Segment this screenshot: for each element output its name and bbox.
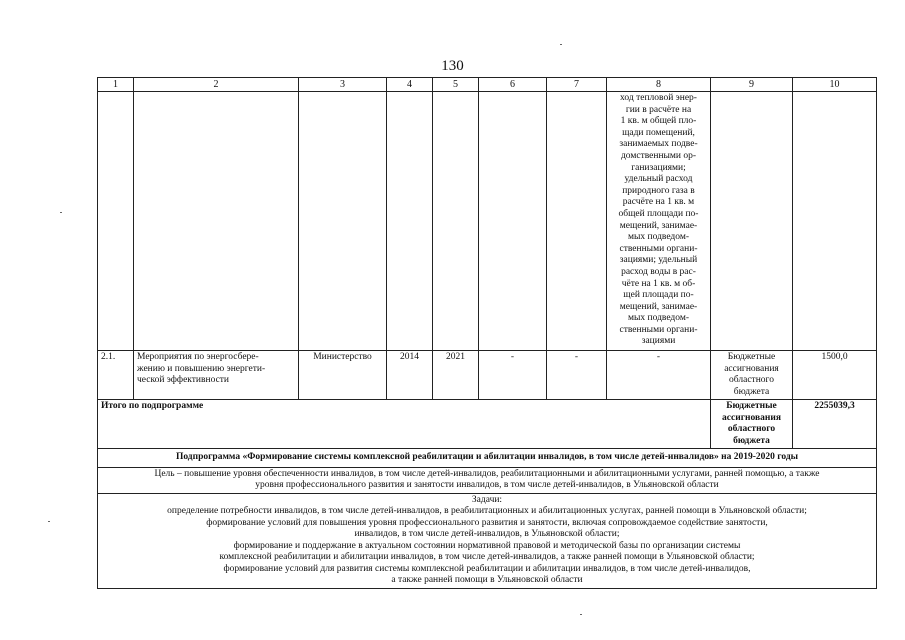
total-amount: 2255039,3 — [793, 400, 877, 449]
col-number: 8 — [607, 78, 711, 92]
total-funding-source: Бюджетные ассигнования областного бюджета — [711, 400, 793, 449]
row-2-1 — [98, 351, 877, 400]
col-number: 9 — [711, 78, 793, 92]
executor: Министерство — [299, 351, 387, 400]
col7-value: - — [547, 351, 607, 400]
row-number: 2.1. — [98, 351, 134, 400]
start-year: 2014 — [387, 351, 433, 400]
scan-speck — [48, 521, 50, 522]
indicator-text: ход тепловой энер- гии в расчёте на 1 кв. м общей пло- щади помещений, занимаемых подве- домственными ор- ганизациями; удельный расход природного газа в расчёте на 1 кв. м общей площади по- мещений, занимае- мых подведом- ственными органи- зациями; удельный расход воды в рас- чёте на 1 кв. м об- щей площади по- мещений, занимае- мых подведом- ственными органи- зациями — [607, 92, 711, 351]
col-number: 1 — [98, 78, 134, 92]
total-label: Итого по подпрограмме — [98, 400, 711, 449]
col-number: 10 — [793, 78, 877, 92]
program-table — [97, 77, 877, 589]
goal-text: Цель – повышение уровня обеспеченности инвалидов, в том числе детей-инвалидов, реабилитационными и абилитационными услугами, ранней помощью, а также уровня профессионального развития и занятости инвалидов, в том числе детей-инвалидов, в Ульяновской области — [98, 467, 877, 493]
subprogram-title: Подпрограмма «Формирование системы комплексной реабилитации и абилитации инвалидов, в том числе детей-инвалидов» на 2019-2020 годы — [98, 449, 877, 468]
col8-value: - — [607, 351, 711, 400]
page-number: 130 — [441, 58, 464, 74]
goal-row — [98, 467, 877, 493]
end-year: 2021 — [433, 351, 479, 400]
col-number: 5 — [433, 78, 479, 92]
total-row — [98, 400, 877, 449]
col-number: 7 — [547, 78, 607, 92]
funding-amount: 1500,0 — [793, 351, 877, 400]
col-number: 2 — [134, 78, 299, 92]
tasks-row — [98, 493, 877, 588]
scan-speck — [60, 212, 62, 213]
col-number: 4 — [387, 78, 433, 92]
scan-speck — [560, 44, 562, 45]
col6-value: - — [479, 351, 547, 400]
col-number: 6 — [479, 78, 547, 92]
col-number: 3 — [299, 78, 387, 92]
column-number-row — [98, 78, 877, 92]
subprogram-title-row — [98, 449, 877, 468]
tasks-text: Задачи: определение потребности инвалидов, в том числе детей-инвалидов, в реабилитационных и абилитационных услугах, ранней помощи в Ульяновской области; формирование условий для повышения уровня профессионального развития и занятости, включая сопровождаемое содействие занятости, инвалидов, в том числе детей-инвалидов, в Ульяновской области; формирование и поддержание в актуальном состоянии нормативной правовой и методической базы по организации системы комплексной реабилитации и абилитации инвалидов, в том числе детей-инвалидов, а также ранней помощи в Ульяновской области; формирование условий для развития системы комплексной реабилитации и абилитации инвалидов, в том числе детей-инвалидов, а также ранней помощи в Ульяновской области — [98, 493, 877, 588]
funding-source: Бюджетные ассигнования областного бюджета — [711, 351, 793, 400]
continuation-row — [98, 92, 877, 351]
scan-speck — [580, 614, 582, 615]
activity-name: Мероприятия по энергосбере- жению и повышению энергети- ческой эффективности — [134, 351, 299, 400]
